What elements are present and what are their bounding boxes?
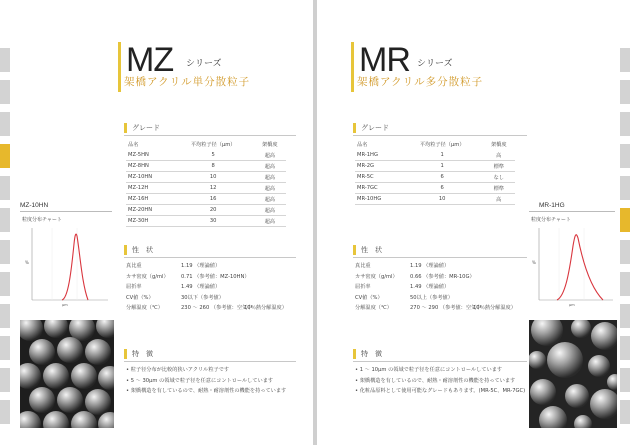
mz-grade-table — [126, 139, 286, 227]
property-row — [126, 283, 306, 294]
page-tab[interactable] — [0, 400, 10, 424]
property-name: 分解温度（℃） — [355, 305, 392, 311]
page-tab[interactable] — [620, 240, 630, 264]
table-row — [355, 194, 515, 205]
col-header: 架橋度 — [490, 142, 507, 148]
page-tab[interactable] — [0, 240, 10, 264]
property-row — [355, 294, 535, 305]
table-cell: MZ-10HN — [126, 172, 173, 183]
mz-properties — [126, 262, 306, 315]
property-name: 分解温度（℃） — [126, 305, 163, 311]
table-cell: 標準 — [483, 161, 515, 172]
mr-distribution-chart — [529, 224, 615, 308]
feature-item: • 5 ～ 30μm の領域で粒子径を任意にコントロールしています — [126, 377, 274, 384]
table-cell: 16 — [173, 194, 254, 205]
mr-series-suffix: シリーズ — [417, 59, 453, 69]
col-header: 架橋度 — [261, 142, 278, 148]
left-tab-strip — [0, 48, 10, 432]
divider — [20, 211, 112, 212]
table-cell: MZ-8HN — [126, 161, 173, 172]
page-tab[interactable] — [620, 48, 630, 72]
property-value: 1.19 （理論値） — [410, 263, 450, 269]
table-row — [126, 216, 286, 227]
property-value: 1.49 （理論値） — [181, 284, 221, 290]
svg-text:μm: μm — [569, 303, 575, 307]
mz-series-title: MZ — [126, 41, 174, 79]
table-cell: 6 — [402, 172, 483, 183]
table-cell: MR-5C — [355, 172, 402, 183]
mz-distribution-chart — [22, 224, 110, 308]
table-cell: MZ-30H — [126, 216, 173, 227]
property-value: 1.49 （理論値） — [410, 284, 450, 290]
page-tab[interactable] — [0, 80, 10, 104]
mr-chart-title: 粒度分布チャート — [531, 217, 571, 223]
divider — [353, 257, 527, 258]
table-cell: 超高 — [254, 194, 286, 205]
mz-chart-title: 粒度分布チャート — [22, 217, 62, 223]
accent-bar — [351, 42, 354, 92]
mr-sample-title: MR-1HG — [539, 202, 565, 209]
svg-text:%: % — [25, 260, 29, 265]
page-tab[interactable] — [0, 208, 10, 232]
property-name: 真比重 — [355, 263, 371, 269]
page-tab[interactable] — [0, 112, 10, 136]
property-name: CV値（%） — [355, 294, 383, 301]
property-row — [126, 273, 306, 284]
mz-series-subtitle: 架橋アクリル単分散粒子 — [124, 76, 251, 88]
section-label: 特 徴 — [353, 349, 382, 359]
mz-particle-photo — [20, 320, 114, 428]
table-cell: 10 — [173, 172, 254, 183]
table-cell: MR-1HG — [355, 150, 402, 161]
accent-bar — [118, 42, 121, 92]
mz-features — [126, 366, 310, 398]
mr-grade-table — [355, 139, 515, 205]
property-name: 真比重 — [126, 263, 142, 269]
table-row — [355, 150, 515, 161]
page-tab[interactable] — [0, 48, 10, 72]
mz-sample-title: MZ-10HN — [20, 202, 49, 209]
table-row — [126, 194, 286, 205]
table-cell: 12 — [173, 183, 254, 194]
table-cell: MZ-20HN — [126, 205, 173, 216]
property-row — [355, 262, 535, 273]
page-tab[interactable] — [620, 80, 630, 104]
mr-props-heading — [353, 244, 527, 256]
property-value: 1.19 （理論値） — [181, 263, 221, 269]
property-value: 230 ～ 260 （参考値：空気中 — [181, 305, 253, 311]
mz-grade-heading — [124, 122, 296, 134]
svg-text:μm: μm — [62, 303, 68, 307]
property-name: カサ密度（g/ml） — [126, 273, 169, 280]
mr-features-heading — [353, 348, 527, 360]
property-value: 50以上（参考値） — [410, 294, 453, 301]
mz-series-suffix: シリーズ — [186, 59, 222, 69]
property-row — [355, 304, 535, 315]
table-cell: MR-10HG — [355, 194, 402, 205]
page-tab-active[interactable] — [620, 208, 630, 232]
mr-series-subtitle: 架橋アクリル多分散粒子 — [357, 76, 484, 88]
property-row — [126, 304, 306, 315]
page-tab[interactable] — [620, 176, 630, 200]
feature-item: • 粒子径分布が比較的狭いアクリル粒子です — [126, 367, 230, 373]
table-cell: 超高 — [254, 161, 286, 172]
mr-grade-heading — [353, 122, 527, 134]
page-tab[interactable] — [0, 368, 10, 392]
table-row — [355, 183, 515, 194]
page-tab[interactable] — [0, 336, 10, 360]
page-tab-active[interactable] — [0, 144, 10, 168]
page-tab[interactable] — [620, 272, 630, 296]
divider — [353, 361, 527, 362]
table-cell: 超高 — [254, 183, 286, 194]
property-value: 0.66 （参考値：MR-10G） — [410, 273, 475, 280]
table-cell: MR-7GC — [355, 183, 402, 194]
table-cell: 超高 — [254, 150, 286, 161]
table-cell: 30 — [173, 216, 254, 227]
section-label: グレード — [124, 123, 160, 133]
property-value: 10％熱分解温度） — [473, 305, 516, 311]
table-cell: 1 — [402, 150, 483, 161]
property-value: 0.71 （参考値：MZ-10HN） — [181, 273, 250, 280]
mz-props-heading — [124, 244, 296, 256]
table-cell: 超高 — [254, 205, 286, 216]
page-tab[interactable] — [620, 400, 630, 424]
property-name: CV値（%） — [126, 294, 154, 301]
table-cell: 20 — [173, 205, 254, 216]
divider — [124, 135, 296, 136]
left-page — [0, 0, 313, 445]
table-cell: 超高 — [254, 172, 286, 183]
table-cell: 高 — [483, 150, 515, 161]
table-cell: 10 — [402, 194, 483, 205]
page-tab[interactable] — [0, 304, 10, 328]
page-tab[interactable] — [620, 144, 630, 168]
table-row — [126, 205, 286, 216]
divider — [353, 135, 527, 136]
table-row — [355, 172, 515, 183]
page-tab[interactable] — [620, 368, 630, 392]
right-page — [317, 0, 630, 445]
property-row — [126, 294, 306, 305]
table-cell: MZ-12H — [126, 183, 173, 194]
property-value: 270 ～ 290 （参考値：空気中 — [410, 305, 482, 311]
page-tab[interactable] — [0, 176, 10, 200]
table-row — [126, 161, 286, 172]
section-label: 性 状 — [353, 245, 382, 255]
table-cell: 8 — [173, 161, 254, 172]
feature-item: • 架橋構造を有しているので、耐熱・耐溶剤性の機能を持っています — [126, 388, 287, 394]
col-header: 平均粒子径（μm） — [419, 142, 465, 148]
page-tab[interactable] — [620, 304, 630, 328]
section-label: グレード — [353, 123, 389, 133]
table-cell: MZ-5HN — [126, 150, 173, 161]
page-tab[interactable] — [0, 272, 10, 296]
table-row — [126, 183, 286, 194]
table-cell: MZ-16H — [126, 194, 173, 205]
table-cell: 高 — [483, 194, 515, 205]
table-header-row — [355, 139, 515, 150]
mr-series-title: MR — [359, 41, 410, 79]
table-header-row — [126, 139, 286, 150]
table-cell: 5 — [173, 150, 254, 161]
table-row — [126, 172, 286, 183]
svg-text:%: % — [532, 260, 536, 265]
table-cell: 標準 — [483, 183, 515, 194]
mr-properties — [355, 262, 535, 315]
page-tab[interactable] — [620, 336, 630, 360]
property-row — [126, 262, 306, 273]
divider — [124, 361, 296, 362]
divider — [124, 257, 296, 258]
table-row — [126, 150, 286, 161]
property-row — [355, 273, 535, 284]
feature-item: • 化粧品原料として使用可能なグレードもあります。(MR-5C、MR-7GC) — [355, 388, 526, 394]
mr-features — [355, 366, 539, 398]
property-name: 屈折率 — [126, 284, 142, 290]
property-row — [355, 283, 535, 294]
mz-features-heading — [124, 348, 296, 360]
page-tab[interactable] — [620, 112, 630, 136]
table-cell: 6 — [402, 183, 483, 194]
table-cell: MR-2G — [355, 161, 402, 172]
mr-particle-photo — [529, 320, 617, 428]
right-tab-strip — [620, 48, 630, 432]
table-cell: 超高 — [254, 216, 286, 227]
table-cell: なし — [483, 172, 515, 183]
property-value: 30以下（参考値） — [181, 294, 224, 301]
property-name: 屈折率 — [355, 284, 371, 290]
feature-item: • 架橋構造を有しているので、耐熱・耐溶剤性の機能を持っています — [355, 377, 516, 384]
col-header: 品名 — [128, 142, 139, 148]
section-label: 性 状 — [124, 245, 153, 255]
col-header: 品名 — [357, 142, 368, 148]
property-value: 10％熱分解温度） — [244, 305, 287, 311]
table-row — [355, 161, 515, 172]
table-cell: 1 — [402, 161, 483, 172]
feature-item: • 1 ～ 10μm の領域で粒子径を任意にコントロールしています — [355, 367, 503, 373]
property-name: カサ密度（g/ml） — [355, 273, 398, 280]
col-header: 平均粒子径（μm） — [190, 142, 236, 148]
divider — [529, 211, 615, 212]
section-label: 特 徴 — [124, 349, 153, 359]
